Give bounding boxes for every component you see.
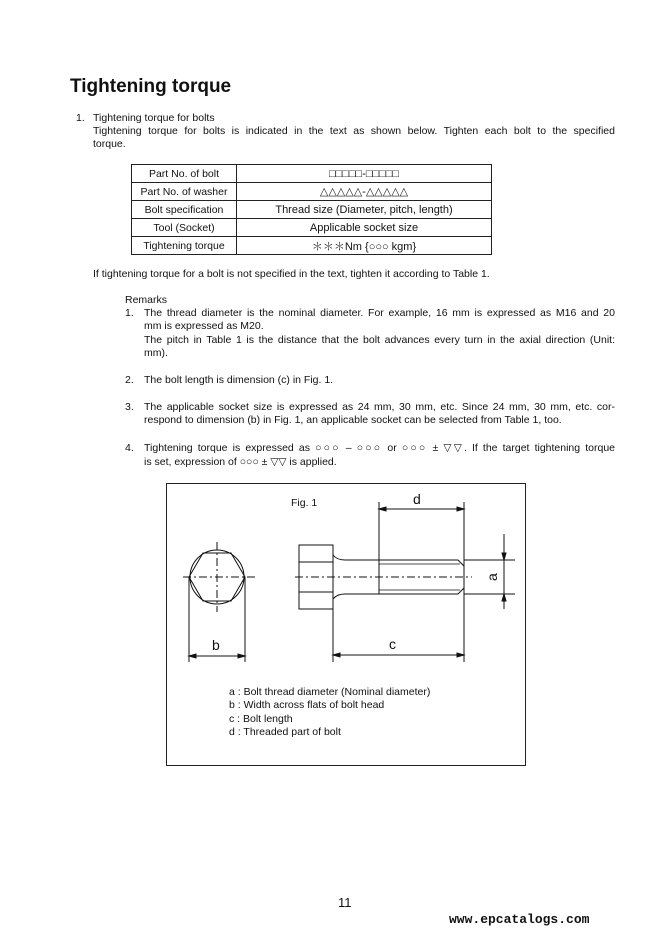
remark-number: 4. [125, 442, 134, 454]
unspecified-note: If tightening torque for a bolt is not specified in the text, tighten it according to Table 1. [93, 268, 490, 280]
spec-table [131, 164, 492, 255]
section-number: 1. [76, 112, 85, 124]
remark-line: The thread diameter is the nominal diameter. For example, 16 mm is expressed as M16 and 20 [144, 307, 615, 319]
remark-line: The bolt length is dimension (c) in Fig. 1. [144, 374, 334, 386]
remark-line: respond to dimension (b) in Fig. 1, an applicable socket can be selected from Table 1, too. [144, 414, 562, 426]
fig-caption: Fig. 1 [291, 497, 318, 509]
legend-item: b : Width across flats of bolt head [229, 699, 385, 712]
footer-website: www.epcatalogs.com [449, 912, 590, 927]
row-label: Tool (Socket) [132, 219, 237, 237]
figure-legend [229, 686, 430, 740]
dim-label-a: a [484, 573, 500, 581]
legend-item: d : Threaded part of bolt [229, 726, 341, 739]
remark-number: 1. [125, 307, 134, 319]
row-value: □□□□□-□□□□□ [237, 165, 492, 183]
remarks-heading: Remarks [125, 294, 168, 306]
remark-line: mm). [144, 347, 168, 359]
remark-number: 2. [125, 374, 134, 386]
arrowhead [457, 653, 464, 657]
table-row [132, 237, 492, 255]
legend-item: a : Bolt thread diameter (Nominal diameter) [229, 686, 431, 698]
arrowhead [502, 553, 506, 560]
table-row [132, 219, 492, 237]
remark-line: mm is expressed as M20. [144, 320, 264, 332]
arrowhead [379, 507, 386, 511]
row-value: Applicable socket size [237, 219, 492, 237]
table-row [132, 165, 492, 183]
row-value: △△△△△-△△△△△ [237, 183, 492, 201]
row-label: Bolt specification [132, 201, 237, 219]
arrowhead [189, 654, 196, 658]
row-value: Thread size (Diameter, pitch, length) [237, 201, 492, 219]
dim-label-c: c [389, 636, 396, 652]
row-label: Part No. of bolt [132, 165, 237, 183]
section-title: Tightening torque for bolts [93, 112, 215, 124]
remark-line: The applicable socket size is expressed as 24 mm, 30 mm, etc. Since 24 mm, 30 mm, etc. cor- [144, 401, 615, 413]
remark-number: 3. [125, 401, 134, 413]
dim-label-d: d [413, 491, 421, 507]
arrowhead [457, 507, 464, 511]
figure-1 [166, 483, 526, 766]
row-label: Tightening torque [132, 237, 237, 255]
remark-line: The pitch in Table 1 is the distance that the bolt advances every turn in the axial direction (Unit: [144, 334, 615, 346]
arrowhead [333, 653, 340, 657]
remark-line: is set, expression of ○○○ ± ▽▽ is applied. [144, 456, 337, 468]
legend-item: c : Bolt length [229, 712, 293, 725]
table-row [132, 201, 492, 219]
intro-line-1: Tightening torque for bolts is indicated in the text as shown below. Tighten each bolt to the specified [93, 125, 615, 137]
page-number: 11 [338, 895, 352, 910]
table-row [132, 183, 492, 201]
arrowhead [502, 594, 506, 601]
row-label: Part No. of washer [132, 183, 237, 201]
row-value: ＊＊＊Nm {○○○ kgm} [237, 237, 492, 255]
remark-line: Tightening torque is expressed as ○○○ – ○○○ or ○○○ ± ▽▽. If the target tightening torque [144, 442, 615, 454]
arrowhead [238, 654, 245, 658]
page-title: Tightening torque [70, 76, 232, 97]
intro-line-2: torque. [93, 138, 126, 150]
dim-label-b: b [212, 637, 220, 653]
